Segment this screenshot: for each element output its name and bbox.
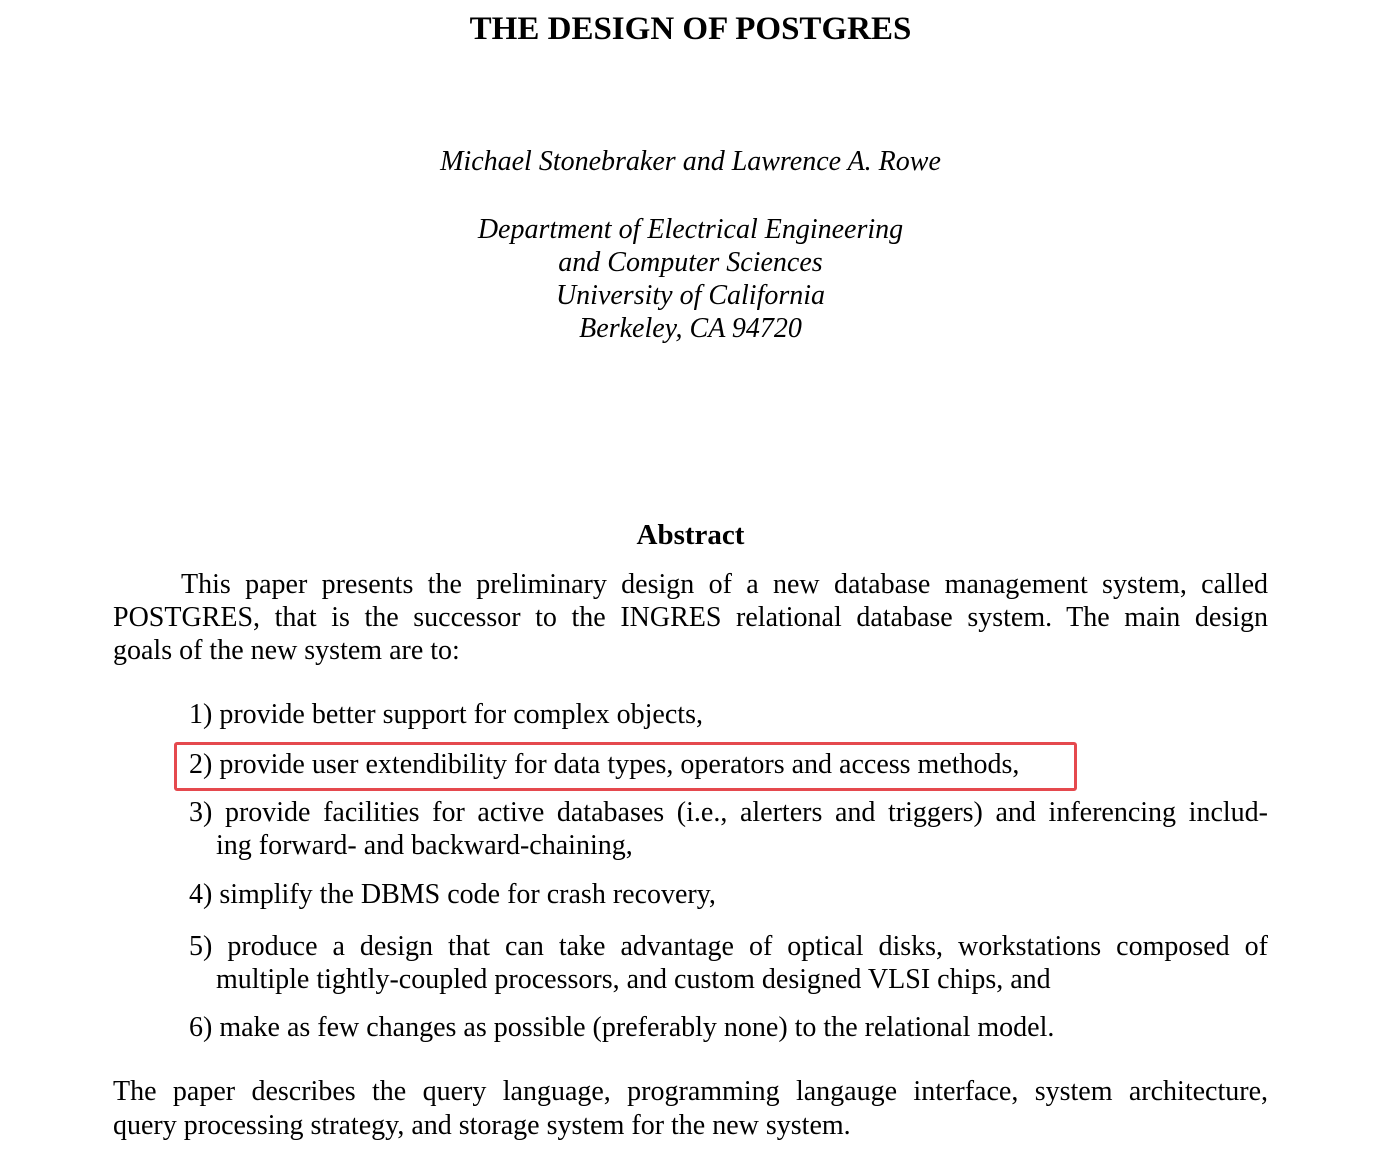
goal-item-3 [189, 796, 1268, 862]
goal-item-1 [189, 698, 1268, 731]
goal-item-2 [189, 748, 1268, 781]
goal-line: 1) provide better support for complex objects, [189, 699, 703, 730]
affiliation-block [113, 213, 1268, 345]
affiliation-line: University of California [555, 280, 826, 311]
goal-line: multiple tightly-coupled processors, and custom designed VLSI chips, and [216, 964, 1051, 995]
abstract-intro-paragraph [113, 568, 1268, 667]
closing-line: The paper describes the query language, programming langauge interface, system architecture, [113, 1076, 1268, 1107]
goal-item-6 [189, 1011, 1268, 1044]
goal-item-4 [189, 878, 1268, 911]
paper-title: THE DESIGN OF POSTGRES [469, 11, 912, 47]
goal-line: 6) make as few changes as possible (preferably none) to the relational model. [189, 1012, 1055, 1043]
closing-paragraph [113, 1075, 1268, 1143]
goal-line: ing forward- and backward-chaining, [216, 830, 633, 861]
abstract-intro-line: POSTGRES, that is the successor to the INGRES relational database system. The main design [113, 602, 1268, 633]
abstract-intro-line: This paper presents the preliminary design of a new database management system, called [181, 569, 1268, 600]
affiliation-line: Department of Electrical Engineering [477, 214, 904, 245]
closing-line: query processing strategy, and storage system for the new system. [113, 1110, 851, 1141]
abstract-intro-line: goals of the new system are to: [113, 635, 460, 666]
goal-line: 2) provide user extendibility for data types, operators and access methods, [189, 749, 1020, 780]
affiliation-line: Berkeley, CA 94720 [579, 313, 802, 344]
affiliation-line: and Computer Sciences [558, 247, 823, 278]
authors-byline: Michael Stonebraker and Lawrence A. Rowe [440, 146, 941, 177]
goal-line: 5) produce a design that can take advantage of optical disks, workstations composed of [189, 931, 1268, 962]
goal-line: 4) simplify the DBMS code for crash recovery, [189, 879, 716, 910]
goal-line: 3) provide facilities for active databases (i.e., alerters and triggers) and inferencing includ- [189, 797, 1268, 828]
goal-item-5 [189, 930, 1268, 996]
abstract-heading: Abstract [636, 519, 745, 551]
